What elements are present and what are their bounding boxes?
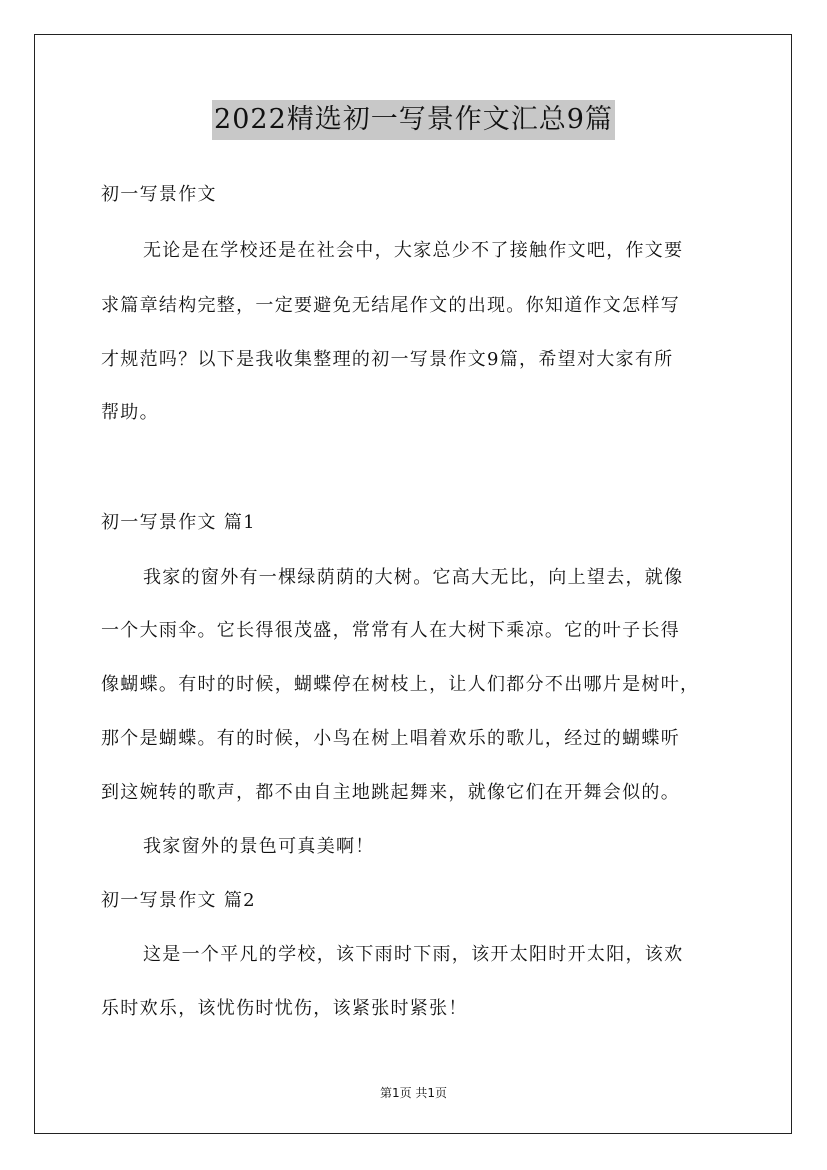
- section-heading: 初一写景作文: [101, 184, 217, 205]
- paragraph-line: 像蝴蝶。有时的时候，蝴蝶停在树枝上，让人们都分不出哪片是树叶，: [101, 674, 700, 695]
- paragraph-line: 才规范吗？以下是我收集整理的初一写景作文9篇，希望对大家有所: [101, 349, 674, 370]
- document-title-wrap: [0, 100, 827, 140]
- page-footer: 第1页 共1页: [379, 1086, 448, 1100]
- paragraph-line: 这是一个平凡的学校，该下雨时下雨，该开太阳时开太阳，该欢: [143, 944, 684, 965]
- paragraph-line: 我家窗外的景色可真美啊！: [143, 836, 375, 857]
- paragraph-line: 我家的窗外有一棵绿荫荫的大树。它高大无比，向上望去，就像: [143, 567, 684, 588]
- section-heading: 初一写景作文 篇1: [101, 512, 256, 533]
- paragraph-line: 一个大雨伞。它长得很茂盛，常常有人在大树下乘凉。它的叶子长得: [101, 620, 680, 641]
- paragraph-line: 到这婉转的歌声，都不由自主地跳起舞来，就像它们在开舞会似的。: [101, 782, 680, 803]
- paragraph-line: 乐时欢乐，该忧伤时忧伤，该紧张时紧张！: [101, 998, 468, 1019]
- paragraph-line: 那个是蝴蝶。有的时候，小鸟在树上唱着欢乐的歌儿，经过的蝴蝶听: [101, 728, 680, 749]
- section-heading: 初一写景作文 篇2: [101, 890, 256, 911]
- paragraph-line: 求篇章结构完整，一定要避免无结尾作文的出现。你知道作文怎样写: [101, 295, 680, 316]
- paragraph-line: 无论是在学校还是在社会中，大家总少不了接触作文吧，作文要: [143, 240, 684, 261]
- paragraph-line: 帮助。: [101, 402, 159, 423]
- document-title: 2022精选初一写景作文汇总9篇: [212, 100, 615, 140]
